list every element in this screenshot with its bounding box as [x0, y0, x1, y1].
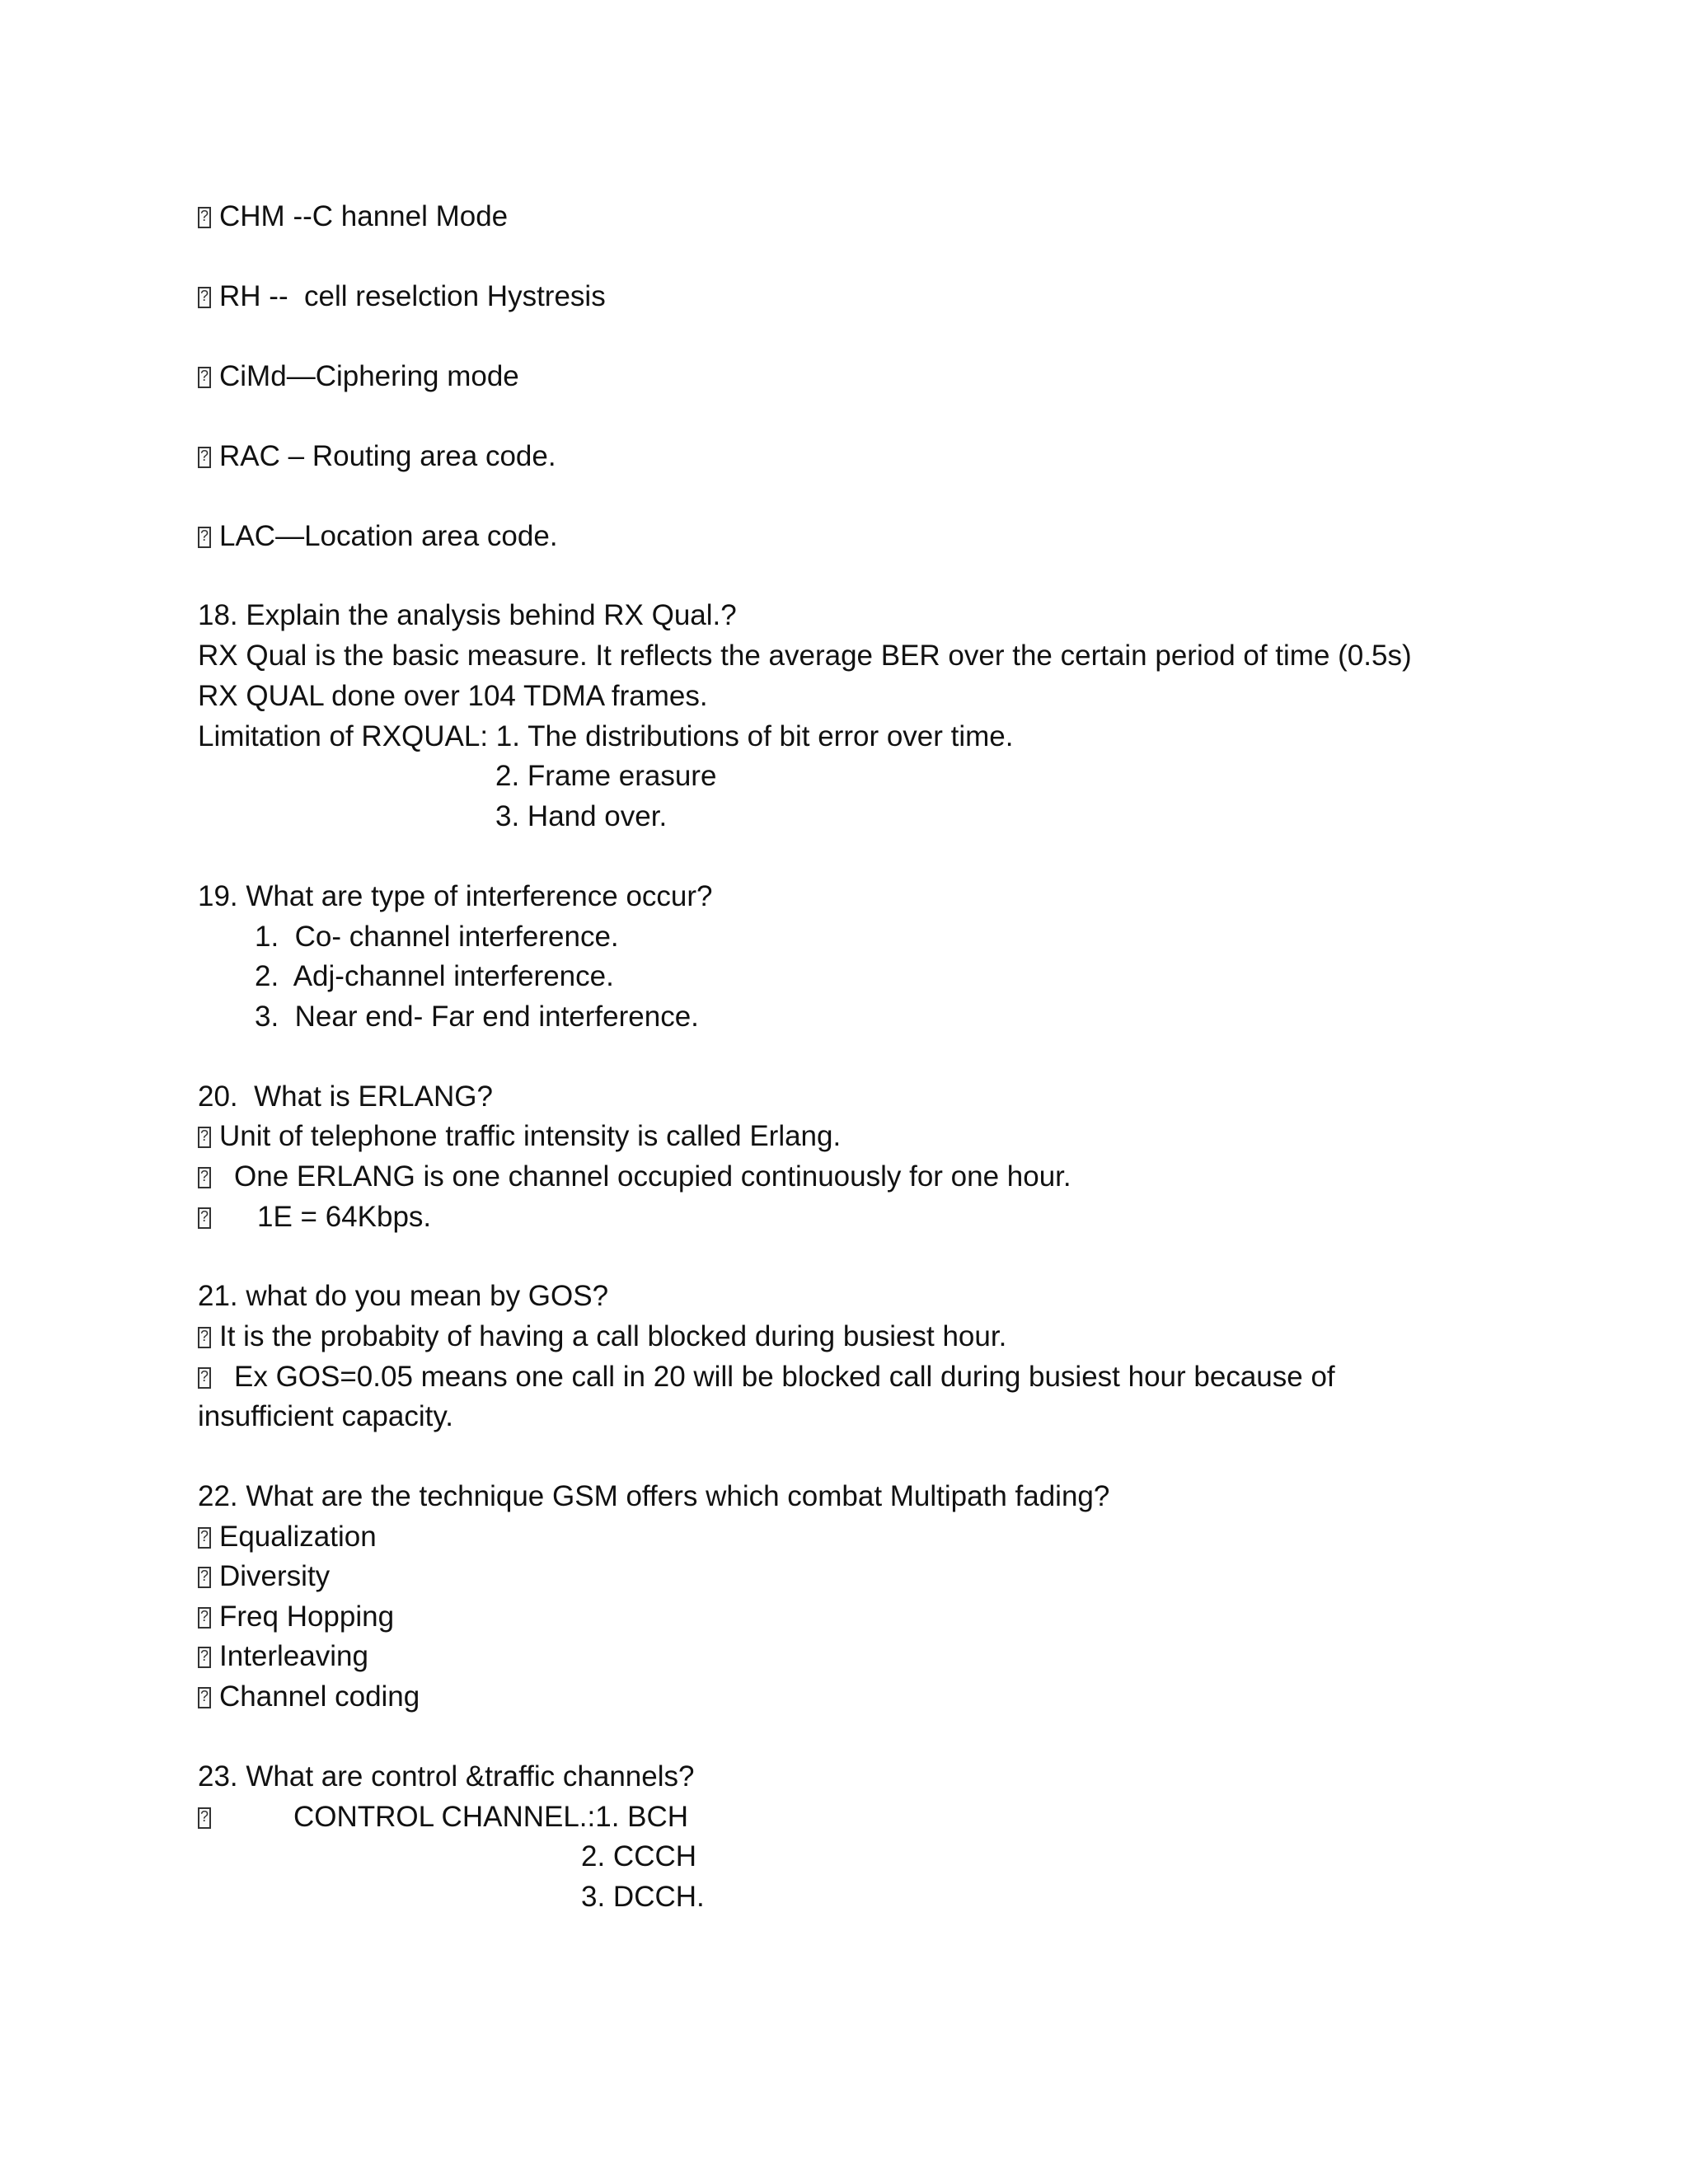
missing-glyph-icon	[198, 1167, 211, 1188]
answer-line: RX Qual is the basic measure. It reflects the average BER over the certain period of time (0.5s)	[198, 640, 1412, 672]
bullet-item: ?Channel coding	[198, 1679, 420, 1715]
abbrev-item: ?RH -- cell reselction Hystresis	[198, 279, 606, 315]
bullet-item: ?Ex GOS=0.05 means one call in 20 will be blocked call during busiest hour because of	[198, 1359, 1335, 1395]
missing-glyph-icon	[198, 1807, 211, 1829]
question-heading: 22. What are the technique GSM offers which combat Multipath fading?	[198, 1480, 1110, 1512]
abbrev-item: ?CHM --C hannel Mode	[198, 199, 508, 235]
bullet-item: ?Unit of telephone traffic intensity is called Erlang.	[198, 1118, 841, 1155]
bullet-item: ?One ERLANG is one channel occupied continuously for one hour.	[198, 1159, 1071, 1195]
question-heading: 20. What is ERLANG?	[198, 1080, 493, 1113]
question-heading: 19. What are type of interference occur?	[198, 880, 713, 912]
list-item: 3. Near end- Far end interference.	[255, 1001, 699, 1033]
bullet-item: ?CONTROL CHANNEL.:1. BCH	[198, 1799, 688, 1835]
answer-line: RX QUAL done over 104 TDMA frames.	[198, 680, 708, 712]
question-heading: 21. what do you mean by GOS?	[198, 1280, 609, 1312]
answer-line: Limitation of RXQUAL: 1. The distributions of bit error over time.	[198, 720, 1014, 752]
list-item: 1. Co- channel interference.	[255, 921, 619, 953]
abbrev-item: ?CiMd—Ciphering mode	[198, 359, 519, 395]
bullet-item: ?Interleaving	[198, 1638, 368, 1675]
bullet-item: ?Diversity	[198, 1558, 330, 1595]
missing-glyph-icon	[198, 1327, 211, 1348]
missing-glyph-icon	[198, 447, 211, 468]
abbrev-item: ?LAC—Location area code.	[198, 518, 558, 555]
missing-glyph-icon	[198, 1647, 211, 1668]
missing-glyph-icon	[198, 1567, 211, 1588]
missing-glyph-icon	[198, 1207, 211, 1229]
answer-line: insufficient capacity.	[198, 1400, 453, 1432]
missing-glyph-icon	[198, 1127, 211, 1148]
question-heading: 23. What are control &traffic channels?	[198, 1760, 695, 1793]
bullet-item: ?1E = 64Kbps.	[198, 1199, 431, 1235]
missing-glyph-icon	[198, 1527, 211, 1549]
list-item: 2. Frame erasure	[495, 760, 717, 792]
list-item: 2. CCCH	[581, 1840, 697, 1872]
missing-glyph-icon	[198, 367, 211, 388]
question-heading: 18. Explain the analysis behind RX Qual.?	[198, 599, 737, 631]
list-item: 2. Adj-channel interference.	[255, 960, 614, 992]
missing-glyph-icon	[198, 527, 211, 548]
list-item: 3. Hand over.	[495, 800, 668, 832]
missing-glyph-icon	[198, 1607, 211, 1629]
missing-glyph-icon	[198, 1687, 211, 1708]
list-item: 3. DCCH.	[581, 1881, 705, 1913]
bullet-item: ?It is the probabity of having a call blocked during busiest hour.	[198, 1319, 1006, 1355]
bullet-item: ?Freq Hopping	[198, 1599, 394, 1635]
missing-glyph-icon	[198, 287, 211, 308]
missing-glyph-icon	[198, 1367, 211, 1389]
bullet-item: ?Equalization	[198, 1519, 377, 1555]
abbrev-item: ?RAC – Routing area code.	[198, 438, 556, 475]
missing-glyph-icon	[198, 207, 211, 228]
